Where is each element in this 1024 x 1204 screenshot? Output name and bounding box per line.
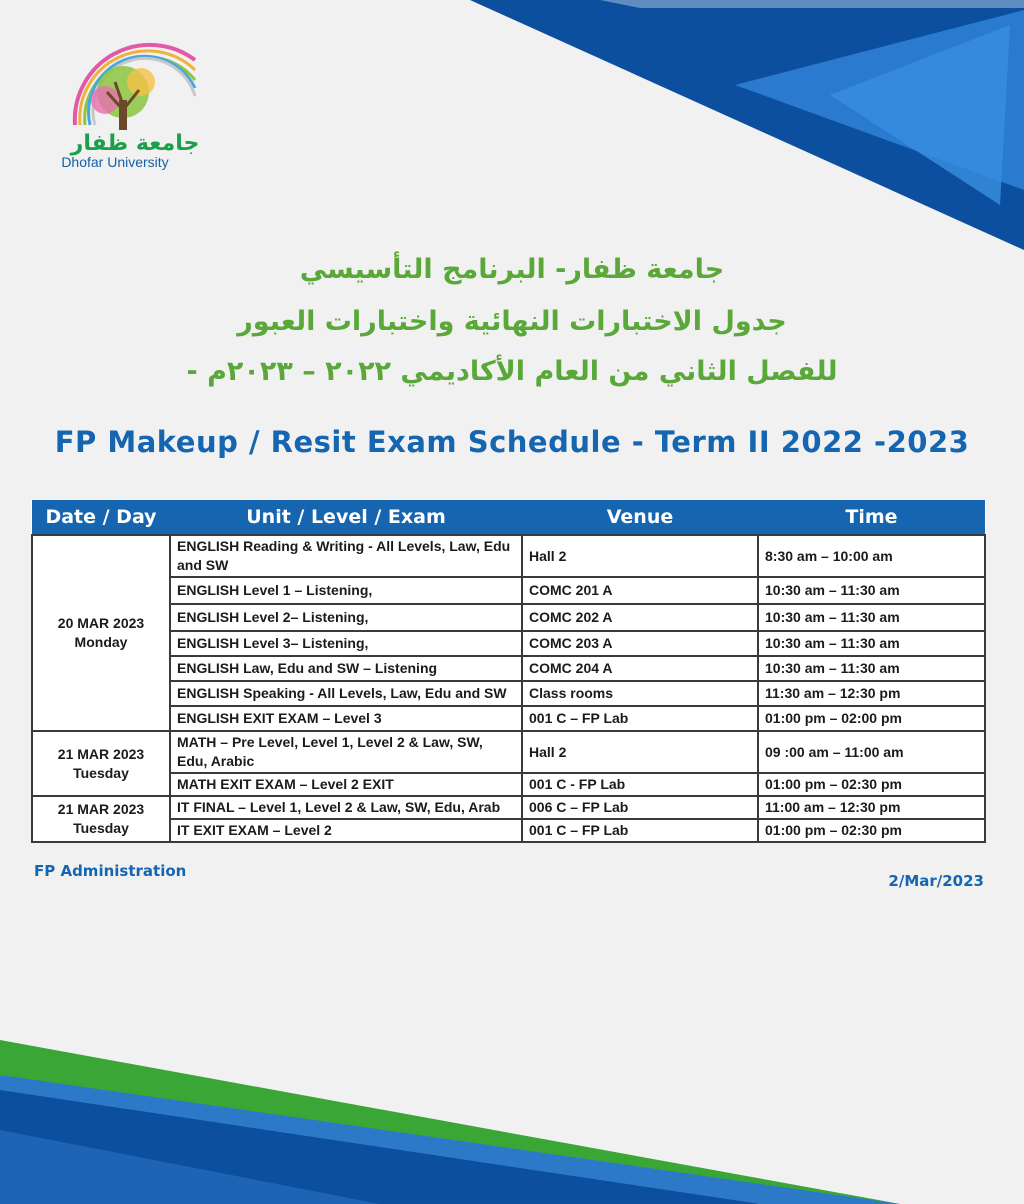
date-cell xyxy=(32,796,170,842)
header-unit-level-exam: Unit / Level / Exam xyxy=(170,500,522,535)
exam-schedule-table xyxy=(31,500,986,843)
exam-cell: ENGLISH Speaking - All Levels, Law, Edu and SW xyxy=(170,681,522,706)
exam-cell: ENGLISH Level 2– Listening, xyxy=(170,604,522,631)
table-row xyxy=(32,656,985,681)
table-row xyxy=(32,631,985,656)
day-text: Monday xyxy=(74,634,128,650)
time-cell: 11:00 am – 12:30 pm xyxy=(758,796,985,819)
time-cell: 10:30 am – 11:30 am xyxy=(758,577,985,604)
exam-cell: ENGLISH Level 1 – Listening, xyxy=(170,577,522,604)
time-cell: 10:30 am – 11:30 am xyxy=(758,656,985,681)
venue-cell: COMC 203 A xyxy=(522,631,758,656)
time-cell: 10:30 am – 11:30 am xyxy=(758,631,985,656)
table-row xyxy=(32,535,985,577)
exam-cell: IT FINAL – Level 1, Level 2 & Law, SW, Edu, Arab xyxy=(170,796,522,819)
arabic-title-line-2: جدول الاختبارات النهائية واختبارات العبور xyxy=(237,306,787,337)
venue-cell: 001 C – FP Lab xyxy=(522,706,758,731)
table-row xyxy=(32,796,985,819)
arabic-title-line-1: جامعة ظفار- البرنامج التأسيسي xyxy=(299,254,725,285)
table-row xyxy=(32,819,985,842)
venue-cell: 001 C – FP Lab xyxy=(522,819,758,842)
time-cell: 11:30 am – 12:30 pm xyxy=(758,681,985,706)
table-header-row xyxy=(32,500,985,535)
venue-cell: COMC 204 A xyxy=(522,656,758,681)
table-row xyxy=(32,773,985,796)
day-text: Tuesday xyxy=(73,764,129,781)
logo-arabic-text: جامعة ظفار xyxy=(70,131,200,156)
time-cell: 10:30 am – 11:30 am xyxy=(758,604,985,631)
venue-cell: 001 C - FP Lab xyxy=(522,773,758,796)
exam-cell: ENGLISH Reading & Writing - All Levels, Law, Edu and SW xyxy=(170,535,522,577)
exam-cell: ENGLISH Law, Edu and SW – Listening xyxy=(170,656,522,681)
date-text: 21 MAR 2023 xyxy=(57,801,145,817)
time-cell: 01:00 pm – 02:30 pm xyxy=(758,773,985,796)
header-venue: Venue xyxy=(522,500,758,535)
time-cell: 01:00 pm – 02:30 pm xyxy=(758,819,985,842)
logo-english-text: Dhofar University xyxy=(61,154,169,170)
footer-date: 2/Mar/2023 xyxy=(888,872,984,890)
day-text: Tuesday xyxy=(73,820,129,836)
arabic-title-line-3: للفصل الثاني من العام الأكاديمي ٢٠٢٢ – ٢٠٢٣م - xyxy=(186,356,838,387)
date-cell xyxy=(32,535,170,731)
exam-cell: MATH – Pre Level, Level 1, Level 2 & Law, SW, Edu, Arabic xyxy=(170,731,522,773)
time-cell: 09 :00 am – 11:00 am xyxy=(758,731,985,773)
date-cell xyxy=(32,731,170,796)
exam-cell: IT EXIT EXAM – Level 2 xyxy=(170,819,522,842)
header-date-day: Date / Day xyxy=(32,500,170,535)
time-cell: 8:30 am – 10:00 am xyxy=(758,535,985,577)
date-text: 21 MAR 2023 xyxy=(57,745,145,762)
english-title: FP Makeup / Resit Exam Schedule - Term II 2022 -2023 xyxy=(54,425,970,459)
table-row xyxy=(32,681,985,706)
table-row xyxy=(32,706,985,731)
venue-cell: COMC 201 A xyxy=(522,577,758,604)
university-logo xyxy=(55,30,215,175)
header-time: Time xyxy=(758,500,985,535)
venue-cell: 006 C – FP Lab xyxy=(522,796,758,819)
venue-cell: Class rooms xyxy=(522,681,758,706)
exam-cell: ENGLISH Level 3– Listening, xyxy=(170,631,522,656)
tree-logo-icon xyxy=(55,30,215,140)
footer-administration: FP Administration xyxy=(34,862,187,880)
table-row xyxy=(32,577,985,604)
exam-cell: MATH EXIT EXAM – Level 2 EXIT xyxy=(170,773,522,796)
table-row xyxy=(32,731,985,773)
table-row xyxy=(32,604,985,631)
exam-cell: ENGLISH EXIT EXAM – Level 3 xyxy=(170,706,522,731)
time-cell: 01:00 pm – 02:00 pm xyxy=(758,706,985,731)
venue-cell: Hall 2 xyxy=(522,535,758,577)
top-right-white-stripe xyxy=(600,0,1024,8)
venue-cell: COMC 202 A xyxy=(522,604,758,631)
venue-cell: Hall 2 xyxy=(522,731,758,773)
date-text: 20 MAR 2023 xyxy=(57,615,145,631)
